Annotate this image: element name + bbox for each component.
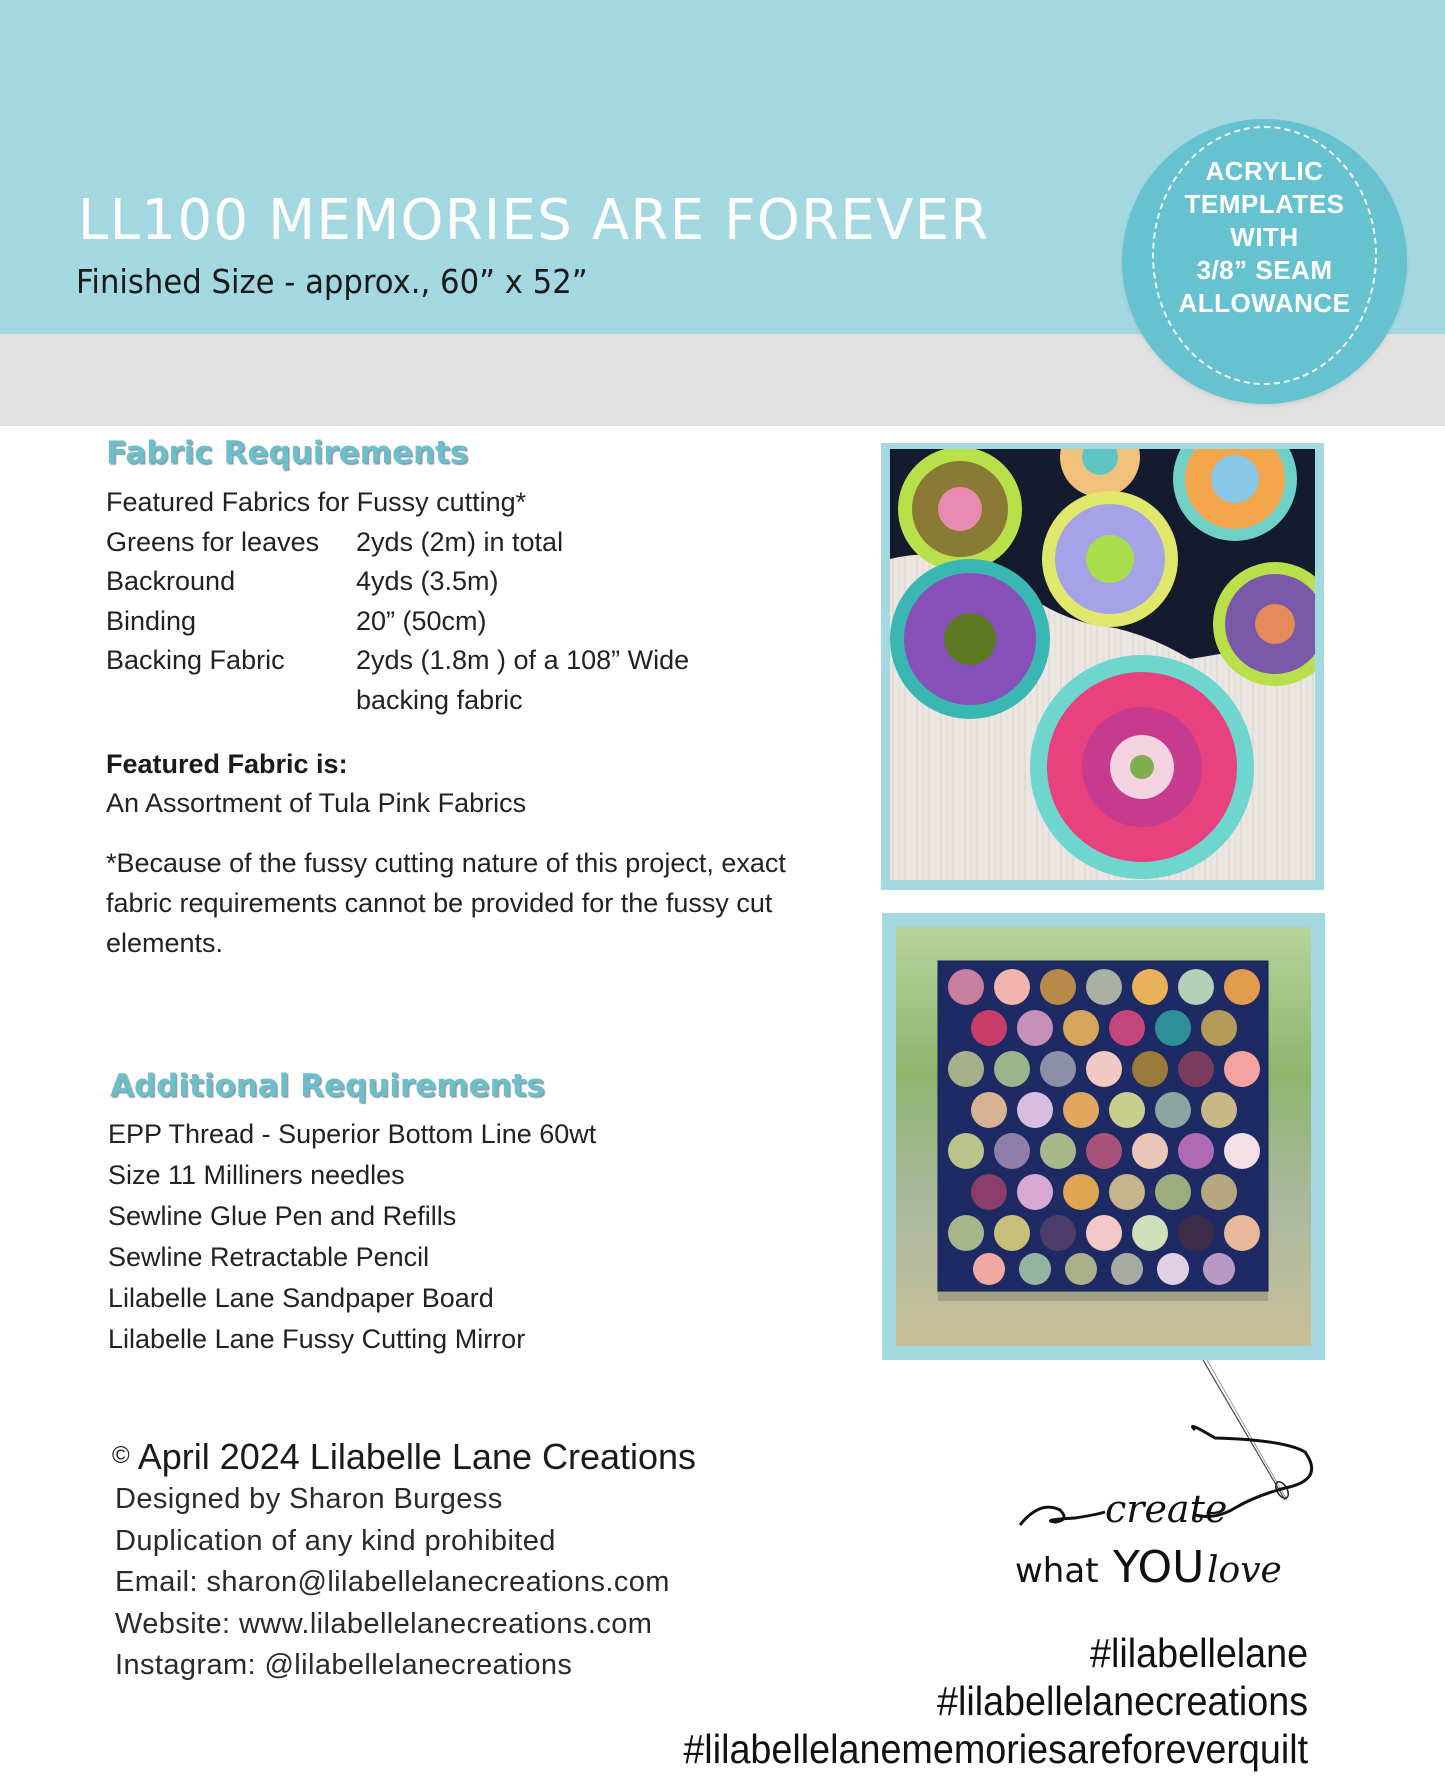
logo-love-text: love [1207,1550,1282,1591]
copyright-line [112,1436,696,1478]
requirement-value: 20” (50cm) [356,605,487,636]
requirement-row [106,641,689,681]
requirement-row [106,681,689,721]
requirement-label: Greens for leaves [106,526,320,557]
create-what-you-love-logo [985,1360,1325,1605]
fabric-requirements-heading: Fabric Requirements [106,435,469,471]
list-item: Size 11 Milliners needles [108,1160,405,1190]
requirement-row [106,523,689,563]
designer-credit: Designed by Sharon Burgess [115,1483,503,1515]
copyright-text: April 2024 Lilabelle Lane Creations [137,1436,697,1477]
quilt-image-icon [896,927,1311,1346]
badge-line: ALLOWANCE [1178,288,1351,318]
pattern-title: LL100 MEMORIES ARE FOREVER [78,188,990,253]
website-link[interactable]: Website: www.lilabellelanecreations.com [115,1607,653,1640]
requirement-row [106,562,689,602]
requirement-row [106,602,689,642]
email-link[interactable]: Email: sharon@lilabellelanecreations.com [115,1566,670,1598]
hashtag: #lilabellelanememoriesareforeverquilt [683,1726,1308,1772]
instagram-link[interactable]: Instagram: @lilabellelanecreations [115,1649,573,1681]
badge-line: 3/8” SEAM [1196,255,1333,285]
requirement-value: 2yds (2m) in total [356,526,564,557]
requirement-value: 2yds (1.8m ) of a 108” Wide [356,645,690,675]
logo-you-text: YOU [1113,1542,1205,1593]
list-item: Sewline Retractable Pencil [108,1242,430,1272]
flower-blocks-photo [890,449,1315,880]
badge-line: ACRYLIC [1205,156,1324,186]
hashtag: #lilabellelanecreations [936,1678,1308,1724]
requirement-label [106,681,356,721]
acrylic-templates-badge [1122,119,1407,404]
finished-quilt-photo [896,927,1311,1346]
fussy-cutting-note: *Because of the fussy cutting nature of this project, exact fabric requirements cannot be provided for the fussy cut elements. [106,848,786,958]
fabric-requirements-table [106,483,689,720]
needle-thread-icon [985,1360,1325,1605]
fabric-intro [106,483,689,523]
credits-list [115,1479,670,1687]
hashtags [629,1629,1308,1773]
list-item: Lilabelle Lane Sandpaper Board [108,1283,494,1313]
hashtag: #lilabellelane [1089,1630,1308,1676]
requirement-label: Backround [106,566,236,596]
requirement-label: Binding [106,605,197,636]
requirement-value: 4yds (3.5m) [356,566,499,596]
featured-fabric-heading: Featured Fabric is: [106,749,348,779]
list-item: EPP Thread - Superior Bottom Line 60wt [108,1119,597,1149]
requirement-value: backing fabric [356,684,523,715]
finished-size: Finished Size - approx., 60” x 52” [76,262,588,301]
logo-create-text: create [1105,1487,1228,1531]
copyright-icon: © [112,1442,130,1469]
badge-line: TEMPLATES [1184,189,1345,219]
featured-fabric-value: An Assortment of Tula Pink Fabrics [106,788,527,818]
additional-requirements-heading: Additional Requirements [110,1068,545,1104]
badge-line: WITH [1230,222,1299,252]
list-item: Sewline Glue Pen and Refills [108,1201,457,1231]
badge-text [1122,155,1407,320]
finished-quilt-photo-frame [882,913,1325,1360]
list-item: Lilabelle Lane Fussy Cutting Mirror [108,1324,526,1354]
fabric-intro-text: Featured Fabrics for Fussy cutting* [106,487,527,517]
requirement-label: Backing Fabric [106,645,285,675]
logo-what-text: what [1015,1551,1099,1591]
additional-requirements-list [108,1114,596,1360]
flower-blocks-photo-frame [881,443,1324,890]
flower-blocks-image-icon [890,449,1315,880]
duplication-notice: Duplication of any kind prohibited [115,1524,556,1557]
